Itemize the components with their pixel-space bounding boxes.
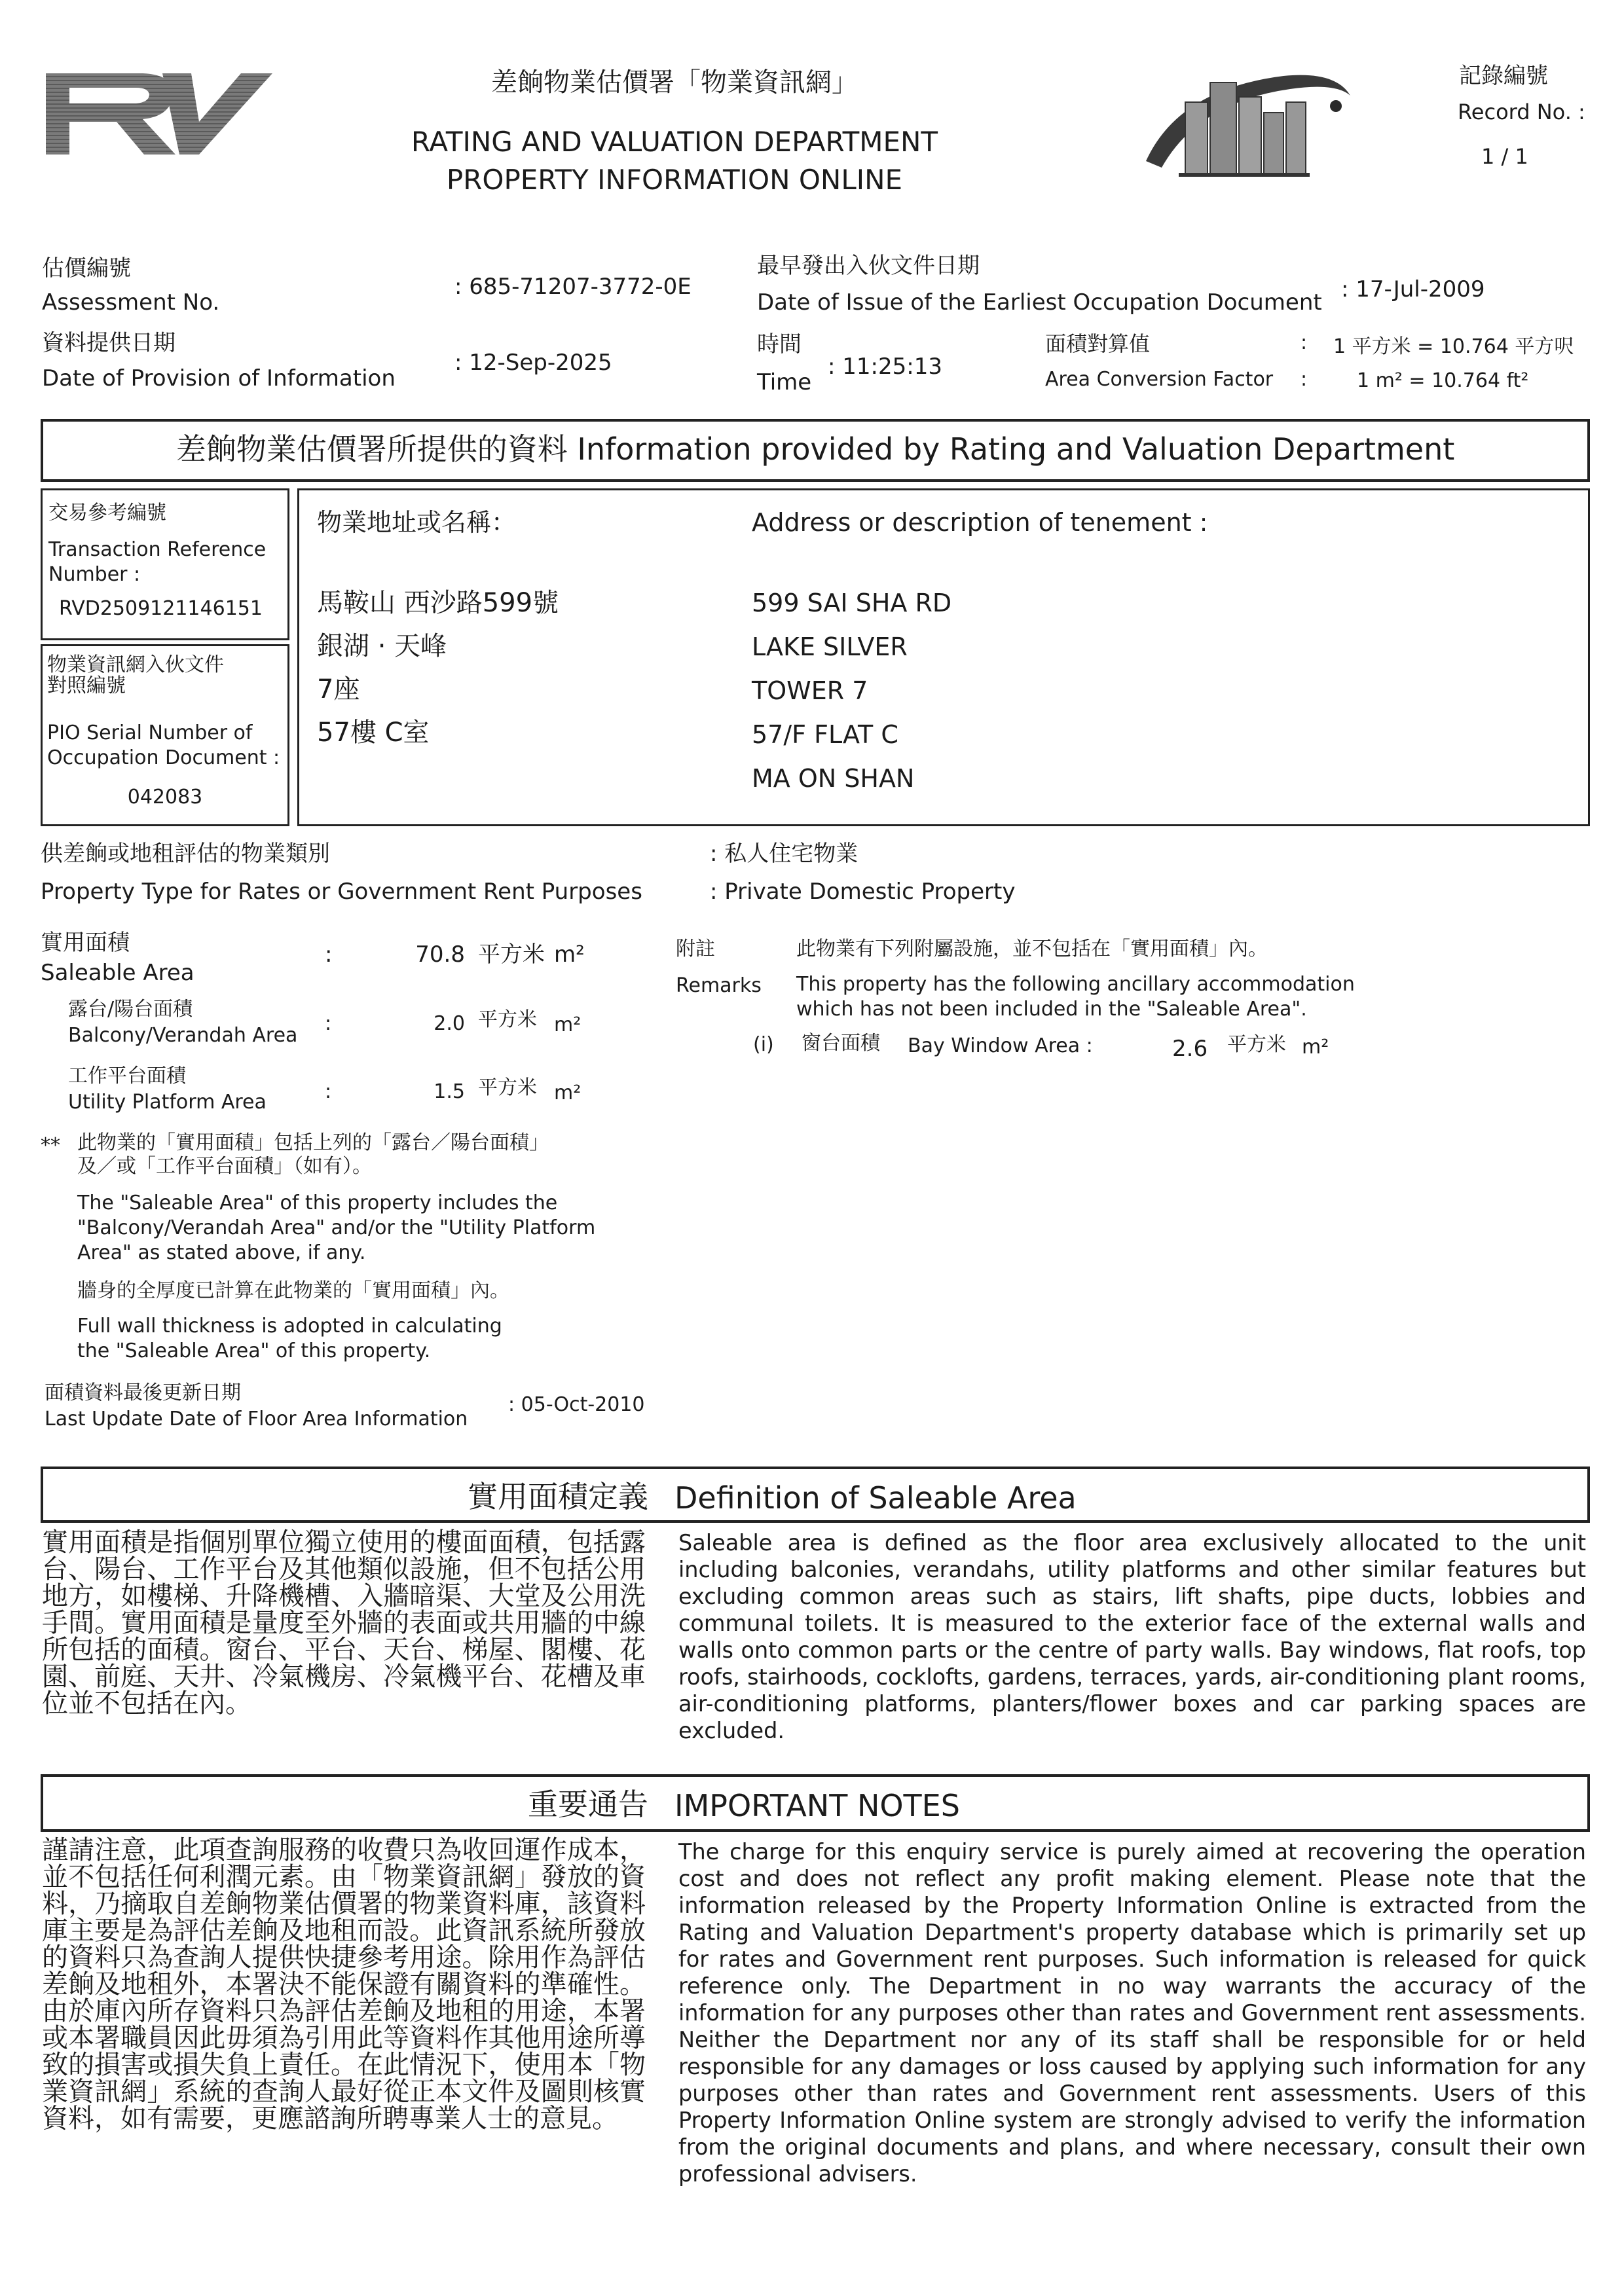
remarks-item-index: (i) [753, 1033, 774, 1056]
remarks-label-zh: 附註 [676, 938, 715, 960]
address-en-line: MA ON SHAN [752, 764, 915, 793]
note1-zh-1: 此物業的「實用面積」包括上列的「露台／陽台面積」 [77, 1131, 549, 1154]
area-factor-line-1: 1 平方米 = 10.764 平方呎 [1333, 335, 1574, 358]
definition-heading-en: Definition of Saleable Area [674, 1480, 1077, 1516]
remarks-label-en: Remarks [676, 974, 762, 997]
utility-unit-en: m² [554, 1082, 581, 1104]
utility-unit-zh: 平方米 [478, 1076, 537, 1099]
balcony-label-en: Balcony/Verandah Area [68, 1024, 298, 1047]
notes-marker: ** [41, 1134, 60, 1157]
property-type-value-zh: : 私人住宅物業 [710, 841, 858, 867]
balcony-unit-en: m² [554, 1013, 581, 1036]
note1-en-1: The "Saleable Area" of this property includes the [77, 1192, 558, 1214]
remarks-item-en: Bay Window Area : [908, 1034, 1093, 1057]
saleable-unit-zh: 平方米 [478, 941, 545, 968]
transaction-label-en-1: Transaction Reference [48, 538, 267, 561]
header-title-en-2: PROPERTY INFORMATION ONLINE [446, 164, 903, 196]
address-en-lines [752, 587, 951, 795]
saleable-label-zh: 實用面積 [41, 930, 130, 956]
definition-heading-zh: 實用面積定義 [468, 1479, 648, 1514]
transaction-label-zh: 交易參考編號 [48, 501, 166, 524]
remarks-text-zh: 此物業有下列附屬設施，並不包括在「實用面積」內。 [796, 938, 1268, 960]
note2-en-2: the "Saleable Area" of this property. [77, 1339, 431, 1362]
area-factor-colon-2: : [1301, 368, 1308, 391]
last-update-value: : 05-Oct-2010 [508, 1393, 645, 1416]
definition-text-zh: 實用面積是指個別單位獨立使用的樓面面積，包括露台、陽台、工作平台及其他類似設施，但不包括公用地方，如樓梯、升降機槽、入牆暗渠、大堂及公用洗手間。實用面積是量度至外牆的表面或共用牆的中線所包括的面積。窗台、平台、天台、梯屋、閣樓、花園、前庭、天井、冷氣機房、冷氣機平台、花槽及車位並不包括在內。 [42, 1527, 646, 1719]
utility-value: 1.5 [434, 1080, 465, 1103]
note2-zh: 牆身的全厚度已計算在此物業的「實用面積」內。 [77, 1279, 509, 1302]
remarks-item-unit-en: m² [1302, 1036, 1329, 1059]
header-title-zh: 差餉物業估價署「物業資訊網」 [491, 67, 858, 98]
remarks-item-value: 2.6 [1172, 1036, 1208, 1062]
address-label-zh: 物業地址或名稱： [317, 508, 517, 537]
address-label-en: Address or description of tenement : [752, 508, 1208, 537]
note1-en-2: "Balcony/Verandah Area" and/or the "Utility Platform [77, 1216, 596, 1239]
occupation-date-label-en: Date of Issue of the Earliest Occupation Document [757, 289, 1322, 316]
assessment-label-zh: 估價編號 [42, 255, 131, 282]
provision-label-zh: 資料提供日期 [42, 330, 175, 356]
provision-value: : 12-Sep-2025 [454, 350, 612, 376]
pio-label-en-2: Occupation Document : [47, 746, 280, 769]
address-zh-line: 馬鞍山 西沙路599號 [317, 588, 559, 618]
address-en-line: 57/F FLAT C [752, 720, 898, 749]
address-en-line: LAKE SILVER [752, 632, 908, 661]
balcony-unit-zh: 平方米 [478, 1008, 537, 1031]
provision-label-en: Date of Provision of Information [42, 365, 396, 392]
utility-label-zh: 工作平台面積 [68, 1065, 186, 1087]
remarks-item-unit-zh: 平方米 [1227, 1033, 1286, 1056]
address-en-line: TOWER 7 [752, 676, 868, 705]
property-type-label-en: Property Type for Rates or Government Rent Purposes [41, 879, 642, 905]
saleable-value: 70.8 [415, 941, 465, 968]
utility-colon: : [325, 1080, 332, 1103]
address-zh-line: 7座 [317, 674, 360, 704]
utility-label-en: Utility Platform Area [68, 1091, 267, 1114]
occupation-date-label-zh: 最早發出入伙文件日期 [757, 253, 980, 279]
pio-value: 042083 [127, 786, 203, 809]
property-type-label-zh: 供差餉或地租評估的物業類別 [41, 841, 330, 867]
transaction-label-en-2: Number : [48, 563, 141, 586]
area-factor-colon-1: : [1301, 331, 1308, 354]
area-factor-label-en: Area Conversion Factor [1045, 368, 1274, 391]
pio-label-en-1: PIO Serial Number of [47, 721, 253, 744]
note1-zh-2: 及／或「工作平台面積」（如有）。 [77, 1155, 372, 1178]
property-type-value-en: : Private Domestic Property [710, 879, 1016, 905]
assessment-label-en: Assessment No. [42, 289, 220, 316]
occupation-date-value: : 17-Jul-2009 [1341, 276, 1485, 302]
buildings-logo-icon [1139, 63, 1356, 181]
transaction-value: RVD2509121146151 [59, 597, 263, 620]
address-en-line: 599 SAI SHA RD [752, 589, 952, 617]
important-text-zh: 謹請注意，此項查詢服務的收費只為收回運作成本，並不包括任何利潤元素。由「物業資訊網」發放的資料，乃摘取自差餉物業估價署的物業資料庫，該資料庫主要是為評估差餉及地租而設。此資訊系統所發放的資料只為查詢人提供快捷參考用途。除用作為評估差餉及地租外，本署決不能保證有關資料的準確性。由於庫內所存資料只為評估差餉及地租的用途，本署或本署職員因此毋須為引用此等資料作其他用途所導致的損害或損失負上責任。在此情況下，使用本「物業資訊網」系統的查詢人最好從正本文件及圖則核實資料，如有需要，更應諮詢所聘專業人士的意見。 [42, 1835, 646, 2134]
balcony-label-zh: 露台/陽台面積 [68, 998, 193, 1021]
time-label-en: Time [757, 369, 812, 395]
record-value: 1 / 1 [1481, 144, 1528, 169]
header-title-en-1: RATING AND VALUATION DEPARTMENT [411, 126, 938, 158]
pio-label-zh-2: 對照編號 [47, 674, 126, 697]
important-heading-en: IMPORTANT NOTES [674, 1788, 960, 1823]
time-value: : 11:25:13 [828, 354, 942, 380]
record-label-zh: 記錄編號 [1459, 63, 1548, 89]
balcony-colon: : [325, 1012, 332, 1035]
area-factor-label-zh: 面積對算值 [1045, 331, 1151, 356]
definition-text-en: Saleable area is defined as the floor area exclusively allocated to the unit including balconies, verandahs, utility platforms and other similar features but excluding common areas such as stairs, lift shafts, pipe ducts, lobbies and communal toilets. It is measured to the exterior face of the external walls and walls onto common parts or the centre of party walls. Bay windows, flat roofs, top roofs, stairhoods, cocklofts, gardens, terraces, yards, air-conditioning plant rooms, air-conditioning platforms, planters/flower boxes and car parking spaces are excluded. [678, 1530, 1586, 1743]
record-label-en: Record No. : [1458, 100, 1585, 124]
address-zh-line: 57樓 C室 [317, 718, 430, 748]
address-zh-line: 銀湖 · 天峰 [317, 631, 447, 661]
important-heading-zh: 重要通告 [528, 1787, 648, 1822]
saleable-colon: : [325, 941, 333, 968]
note1-en-3: Area" as stated above, if any. [77, 1241, 366, 1264]
note2-en-1: Full wall thickness is adopted in calculating [77, 1315, 502, 1338]
remarks-text-en-2: which has not been included in the "Saleable Area". [796, 998, 1307, 1021]
balcony-value: 2.0 [434, 1012, 465, 1035]
time-label-zh: 時間 [757, 331, 802, 357]
saleable-label-en: Saleable Area [41, 960, 194, 986]
rv-logo-icon [45, 71, 274, 157]
saleable-unit-en: m² [554, 941, 585, 968]
remarks-text-en-1: This property has the following ancillary accommodation [796, 973, 1355, 996]
area-factor-line-2: 1 m² = 10.764 ft² [1357, 369, 1529, 392]
remarks-item-zh: 窗台面積 [802, 1032, 880, 1055]
pio-label-zh-1: 物業資訊網入伙文件 [47, 653, 224, 676]
assessment-value: : 685-71207-3772-0E [454, 274, 692, 300]
info-section-heading: 差餉物業估價署所提供的資料 Information provided by Rating and Valuation Department [175, 431, 1455, 467]
address-zh-lines [317, 587, 559, 749]
important-text-en: The charge for this enquiry service is purely aimed at recovering the operation cost and does not reflect any profit making element. Please note that the information released by the Property Information Online is extracted from the Rating and Valuation Department's property database which is primarily set up for rates and Government rent purposes. Such information is released for quick reference only. The Department in no way warrants the accuracy of the information for any purposes other than rates and Government rent assessments. Neither the Department nor any of its staff shall be responsible for or held responsible for any damages or loss caused by applying such information for any purposes other than rates and Government rent assessments. Users of this Property Information Online system are strongly advised to verify the information from the original documents and plans, and where necessary, consult their own professional advisers. [678, 1839, 1586, 2187]
last-update-label-zh: 面積資料最後更新日期 [45, 1381, 241, 1404]
last-update-label-en: Last Update Date of Floor Area Information [45, 1408, 468, 1430]
